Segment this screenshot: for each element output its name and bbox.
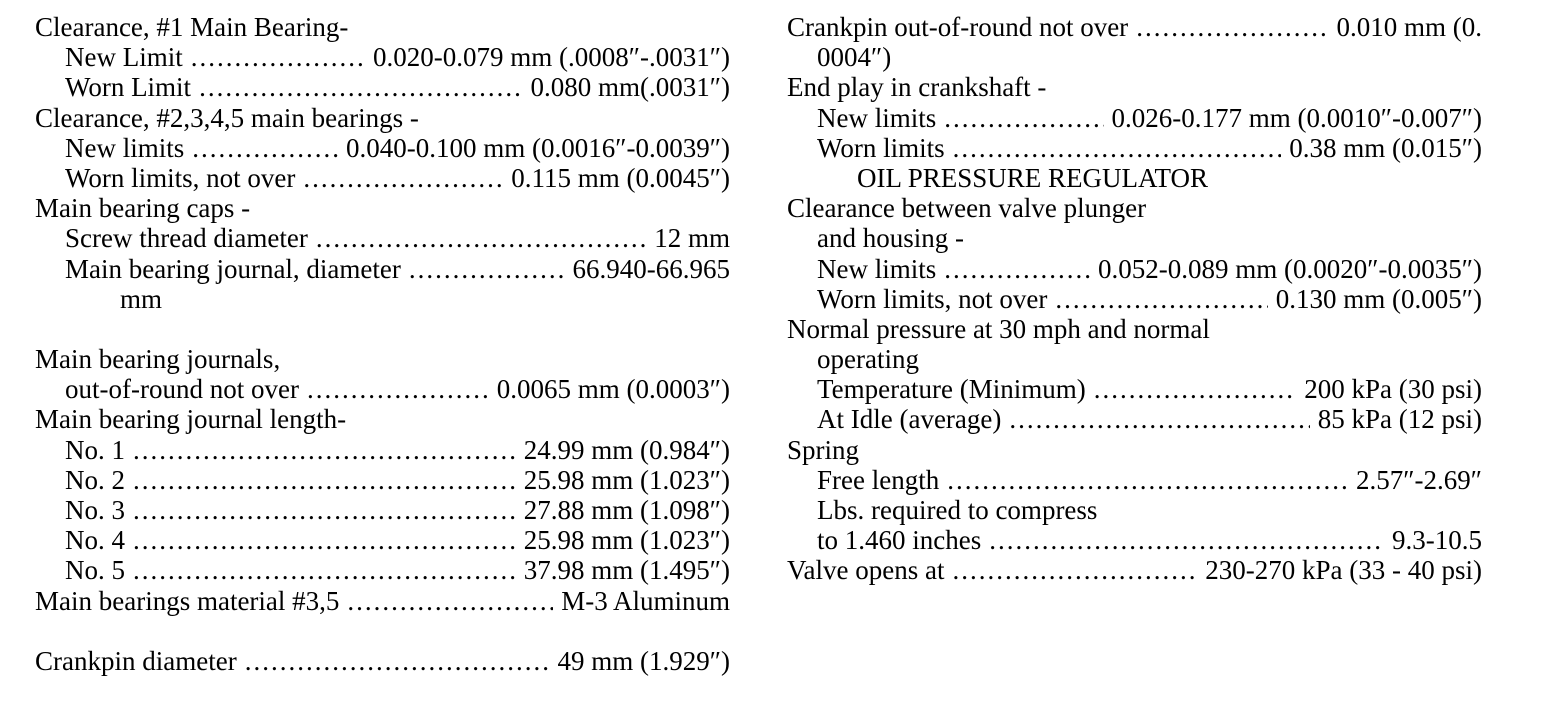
blank-line — [35, 616, 730, 646]
spec-label: to 1.460 inches — [817, 525, 982, 556]
spec-label: No. 4 — [65, 525, 125, 556]
spec-value: 0.130 mm (0.005″) — [1275, 283, 1482, 314]
leader-dots — [133, 525, 516, 555]
spec-heading-text: Clearance, #1 Main Bearing- — [35, 12, 349, 42]
leader-dots — [303, 163, 503, 193]
leader-dots — [133, 435, 516, 465]
leader-dots — [245, 646, 550, 676]
leader-dots — [133, 555, 516, 585]
spec-label: No. 3 — [65, 495, 125, 525]
section-title-text: OIL PRESSURE REGULATOR — [857, 162, 1209, 193]
spec-heading — [35, 103, 730, 133]
spec-value: 27.88 mm (1.098″) — [523, 495, 730, 525]
spec-row — [787, 525, 1482, 555]
spec-continuation-text: 0004″) — [817, 42, 892, 73]
spec-label: Worn limits, not over — [817, 283, 1048, 314]
spec-label: At Idle (average) — [817, 404, 1002, 435]
spec-heading — [787, 72, 1482, 102]
leader-dots — [133, 495, 516, 525]
spec-heading-text: Spring — [787, 434, 860, 465]
spec-heading — [787, 314, 1482, 344]
spec-heading-text: Lbs. required to compress — [817, 495, 1098, 525]
spec-label: Worn limits — [817, 132, 945, 163]
spec-value: 0.38 mm (0.015″) — [1289, 132, 1482, 163]
spec-heading-text: Main bearing caps - — [35, 193, 251, 224]
spec-heading — [35, 344, 730, 374]
spec-row — [35, 133, 730, 163]
spec-label: Valve opens at — [787, 555, 945, 586]
spec-value: 85 kPa (12 psi) — [1317, 404, 1482, 435]
left-column — [35, 12, 730, 676]
spec-heading — [35, 12, 730, 42]
leader-dots — [1136, 12, 1328, 42]
spec-label: No. 1 — [65, 434, 125, 465]
spec-row — [35, 223, 730, 253]
leader-dots — [944, 103, 1103, 133]
spec-row — [35, 163, 730, 193]
leader-dots — [191, 42, 365, 72]
spec-row — [787, 555, 1482, 585]
spec-value: 230-270 kPa (33 - 40 psi) — [1205, 555, 1482, 586]
spec-value: 25.98 mm (1.023″) — [523, 464, 730, 495]
spec-row — [35, 374, 730, 404]
spec-row — [35, 254, 730, 284]
leader-dots — [1009, 404, 1309, 434]
spec-heading — [787, 495, 1482, 525]
spec-label: Main bearings material #3,5 — [35, 585, 340, 616]
spec-heading-text: Clearance between valve plunger — [787, 193, 1147, 224]
spec-heading-text: End play in crankshaft - — [787, 72, 1047, 103]
spec-label: New limits — [65, 132, 185, 163]
spec-value: 0.080 mm(.0031″) — [530, 72, 730, 103]
spec-heading — [787, 193, 1482, 223]
spec-value: 66.940-66.965 — [572, 253, 730, 284]
spec-heading — [787, 344, 1482, 374]
spec-label: No. 2 — [65, 464, 125, 495]
spec-value: 0.115 mm (0.0045″) — [511, 162, 730, 193]
spec-row — [35, 646, 730, 676]
spec-row — [35, 586, 730, 616]
leader-dots — [944, 254, 1090, 284]
spec-value: 2.57″-2.69″ — [1356, 464, 1482, 495]
spec-row — [35, 555, 730, 585]
spec-row — [787, 404, 1482, 434]
leader-dots — [952, 555, 1197, 585]
spec-label: No. 5 — [65, 555, 125, 586]
spec-heading-text: Normal pressure at 30 mph and normal — [787, 313, 1210, 344]
leader-dots — [192, 133, 338, 163]
right-column — [787, 12, 1482, 586]
spec-row — [35, 465, 730, 495]
spec-value: 24.99 mm (0.984″) — [523, 434, 730, 465]
leader-dots — [409, 254, 565, 284]
leader-dots — [199, 72, 522, 102]
blank-line — [35, 314, 730, 344]
spec-label: Free length — [817, 464, 940, 495]
spec-continuation — [35, 284, 730, 314]
spec-row — [787, 465, 1482, 495]
spec-heading-text: and housing - — [817, 223, 964, 254]
spec-value: M-3 Aluminum — [561, 585, 730, 616]
spec-row — [35, 42, 730, 72]
spec-row — [787, 284, 1482, 314]
spec-label: out-of-round not over — [65, 374, 299, 405]
spec-value: 0.0065 mm (0.0003″) — [496, 374, 730, 405]
spec-heading-text: Clearance, #2,3,4,5 main bearings - — [35, 102, 419, 133]
spec-label: Worn Limit — [65, 72, 192, 103]
leader-dots — [1055, 284, 1267, 314]
spec-row — [35, 72, 730, 102]
spec-label: Crankpin out-of-round not over — [787, 12, 1129, 42]
spec-label: New limits — [817, 253, 937, 284]
spec-heading — [35, 404, 730, 434]
spec-continuation-text: mm — [120, 283, 163, 314]
spec-value: 0.020-0.079 mm (.0008″-.0031″) — [373, 42, 730, 73]
spec-continuation — [787, 42, 1482, 72]
spec-value: 37.98 mm (1.495″) — [523, 555, 730, 586]
leader-dots — [947, 465, 1348, 495]
leader-dots — [307, 374, 489, 404]
spec-label: Screw thread diameter — [65, 223, 308, 254]
leader-dots — [316, 223, 646, 253]
leader-dots — [133, 465, 516, 495]
spec-heading-text: Main bearing journals, — [35, 344, 281, 375]
spec-row — [787, 374, 1482, 404]
spec-heading — [35, 193, 730, 223]
spec-label: New Limit — [65, 42, 183, 73]
leader-dots — [953, 133, 1282, 163]
spec-heading — [787, 223, 1482, 253]
spec-row — [35, 495, 730, 525]
spec-label: Worn limits, not over — [65, 162, 296, 193]
spec-value: 0.040-0.100 mm (0.0016″-0.0039″) — [346, 132, 730, 163]
spec-value: 200 kPa (30 psi) — [1304, 374, 1482, 405]
spec-value: 0.026-0.177 mm (0.0010″-0.007″) — [1111, 102, 1482, 133]
spec-row — [787, 254, 1482, 284]
spec-label: Main bearing journal, diameter — [65, 253, 401, 284]
section-title — [787, 163, 1482, 193]
spec-label: New limits — [817, 102, 937, 133]
spec-label: Temperature (Minimum) — [817, 374, 1086, 405]
spec-value: 25.98 mm (1.023″) — [523, 525, 730, 556]
spec-row — [787, 133, 1482, 163]
spec-row — [787, 12, 1482, 42]
spec-heading-text: Main bearing journal length- — [35, 404, 347, 435]
leader-dots — [989, 525, 1384, 555]
spec-row — [35, 525, 730, 555]
spec-label: Crankpin diameter — [35, 645, 237, 676]
spec-value: 0.010 mm (0. — [1336, 12, 1482, 42]
spec-heading — [787, 435, 1482, 465]
spec-value: 49 mm (1.929″) — [557, 645, 730, 676]
spec-value: 12 mm — [654, 223, 730, 254]
leader-dots — [347, 586, 553, 616]
spec-row — [787, 103, 1482, 133]
spec-row — [35, 435, 730, 465]
spec-value: 0.052-0.089 mm (0.0020″-0.0035″) — [1098, 253, 1482, 284]
spec-heading-text: operating — [817, 344, 919, 375]
spec-value: 9.3-10.5 — [1392, 525, 1482, 556]
leader-dots — [1094, 374, 1296, 404]
